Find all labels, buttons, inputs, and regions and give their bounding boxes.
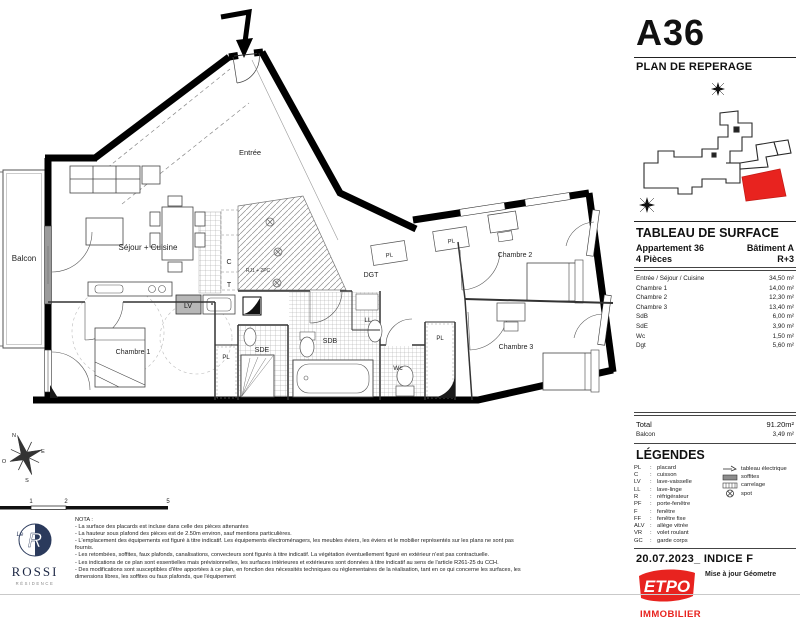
divider bbox=[634, 57, 796, 58]
divider bbox=[634, 221, 796, 222]
highlighted-unit bbox=[742, 169, 786, 201]
dishwasher-label: LV bbox=[183, 303, 193, 310]
date-index: 20.07.2023_ INDICE F bbox=[636, 553, 754, 566]
page-bottom-rule bbox=[0, 594, 800, 595]
update-note: Mise à jour Géometre bbox=[705, 571, 777, 579]
surface-table-title: TABLEAU DE SURFACE bbox=[636, 226, 779, 240]
bathroom-label: SDB bbox=[322, 338, 338, 345]
living-label: Séjour + Cuisine bbox=[118, 243, 178, 252]
electrical-panel-icon bbox=[722, 465, 738, 472]
scale-bar bbox=[0, 499, 170, 510]
bedroom2-label: Chambre 2 bbox=[497, 252, 533, 259]
nota-title: NOTA : bbox=[75, 517, 93, 523]
bedroom-1 bbox=[48, 302, 238, 400]
balcony-label: Balcon bbox=[11, 254, 37, 263]
nota-line: - L'emplacement des équipements est figuré à titre indicatif. Les équipements électroménagers, les meubles éviers, les éviers et le mobilier représentés sur les plans ne sont pas fournis. bbox=[75, 538, 514, 552]
compass-s: S bbox=[25, 478, 29, 484]
location-map bbox=[634, 75, 794, 213]
compass-rose bbox=[2, 429, 49, 484]
building-label: Bâtiment A bbox=[746, 243, 794, 253]
compass-o: O bbox=[1, 459, 7, 465]
nota-line: - La hauteur sous plafond des pièces est de 2.50m environ, sauf mentions particulières. bbox=[75, 531, 292, 538]
scale-1: 1 bbox=[29, 499, 33, 505]
table-row: Chambre 1 14,00 m² bbox=[636, 284, 794, 292]
rossi-name: ROSSI bbox=[11, 564, 59, 579]
unit-id: A36 bbox=[636, 12, 706, 53]
entrance-label: Entrée bbox=[238, 148, 262, 157]
table-row: SdE 3,90 m² bbox=[636, 322, 794, 330]
closet-label: PL bbox=[447, 238, 456, 246]
divider bbox=[634, 267, 796, 271]
closet-label: PL bbox=[222, 355, 230, 361]
table-row: SdB 6,00 m² bbox=[636, 313, 794, 321]
soffit-icon bbox=[722, 474, 738, 481]
balcony bbox=[0, 170, 45, 348]
rossi-emblem bbox=[9, 521, 61, 561]
t-label: T bbox=[226, 282, 232, 289]
legend: PL : placard C : cuisson LV : lave-vaisselle LL : lave-linge R : réfrigérateur PF : porte-fenêtre F : fenêtre FF : fenêtre fixe ALV : allège vitrée VR : volet roulant GC : garde corps tableau électrique soffites carrelage spot bbox=[634, 464, 787, 544]
total-row: Total 91.20m² bbox=[636, 419, 794, 429]
etpo-logo bbox=[636, 567, 698, 603]
washer-label: LL bbox=[364, 317, 372, 324]
nota-line: - Des modifications sont susceptibles d'être apportées à ce plan, en fonction des nécessités techniques ou réglementaires de la réalisation, tant en ce qui concerne les surfaces, les dimensions libres, les soffites ou faux plafonds, que l'équipement bbox=[75, 566, 521, 580]
rooms-label: 4 Pièces bbox=[636, 254, 673, 264]
svg-text:ETPO: ETPO bbox=[643, 577, 691, 597]
scale-5: 5 bbox=[166, 499, 170, 505]
nota-line: - Les indications de ce plan sont essentielles mais prévisionnelles, les surfaces intérieures et extérieures sont données à titre indicatif au sens de l'article R261-25 du CCH. bbox=[75, 559, 499, 566]
table-row: Dgt 5,60 m² bbox=[636, 342, 794, 350]
balcony-row: Balcon 3,49 m² bbox=[636, 430, 794, 438]
apartment-label: Appartement 36 bbox=[636, 243, 705, 253]
bed-1 bbox=[95, 328, 145, 387]
scale-2: 2 bbox=[64, 499, 68, 505]
bed-2 bbox=[527, 263, 581, 301]
bedroom-2 bbox=[458, 211, 583, 303]
sparkle-icon bbox=[639, 197, 655, 213]
nota-line: - Les retombées, soffites, faux plafonds, canalisations, convecteurs sont figurés à titre indicatif. La végétation éventuellement figuré en extérieur n'est pas contractuelle. bbox=[75, 552, 490, 559]
wc-label: Wc bbox=[393, 365, 403, 372]
nota-block bbox=[75, 517, 527, 581]
entrance-arrow bbox=[221, 12, 249, 42]
sparkle-icon bbox=[711, 82, 725, 96]
electrical-panel-symbol bbox=[243, 297, 261, 315]
divider bbox=[634, 412, 796, 416]
corridor-label: DGT bbox=[363, 272, 379, 279]
floor-label: R+3 bbox=[777, 254, 794, 264]
rossi-subtitle: RÉSIDENCE bbox=[15, 581, 55, 586]
rossi-logo bbox=[6, 521, 64, 586]
compass-n: N bbox=[12, 433, 16, 439]
title-block bbox=[634, 0, 796, 620]
outlet-label: RJ1 + 2PC bbox=[245, 268, 271, 274]
divider bbox=[634, 548, 796, 549]
table-row: Entrée / Séjour / Cuisine 34,50 m² bbox=[636, 275, 794, 282]
legend-title: LÉGENDES bbox=[636, 447, 705, 462]
spot-icon bbox=[722, 489, 738, 498]
table-row: Chambre 2 12,30 m² bbox=[636, 294, 794, 302]
table-row: Wc 1,50 m² bbox=[636, 332, 794, 340]
corridor bbox=[364, 227, 470, 279]
bathtub bbox=[293, 360, 373, 397]
tiling-icon bbox=[722, 482, 738, 489]
reperage-title: PLAN DE REPERAGE bbox=[636, 61, 753, 73]
dining-table bbox=[162, 207, 193, 260]
nota-line: - La surface des placards est incluse dans celle des pièces attenantes bbox=[75, 524, 249, 531]
compass-e: E bbox=[41, 449, 45, 455]
table-row: Chambre 3 13,40 m² bbox=[636, 303, 794, 311]
shower-room-label: SDE bbox=[254, 347, 270, 354]
bedroom1-label: Chambre 1 bbox=[115, 349, 151, 356]
svg-text:R: R bbox=[27, 530, 43, 552]
divider bbox=[634, 443, 796, 444]
closet-label: PL bbox=[385, 252, 394, 260]
surface-table bbox=[634, 274, 796, 351]
bed-3 bbox=[543, 353, 597, 390]
hob-label: C bbox=[226, 259, 232, 266]
svg-text:Le: Le bbox=[16, 532, 24, 538]
etpo-subtitle: IMMOBILIER bbox=[640, 609, 701, 620]
bedroom3-label: Chambre 3 bbox=[498, 344, 534, 351]
closet-label: PL bbox=[436, 336, 444, 342]
